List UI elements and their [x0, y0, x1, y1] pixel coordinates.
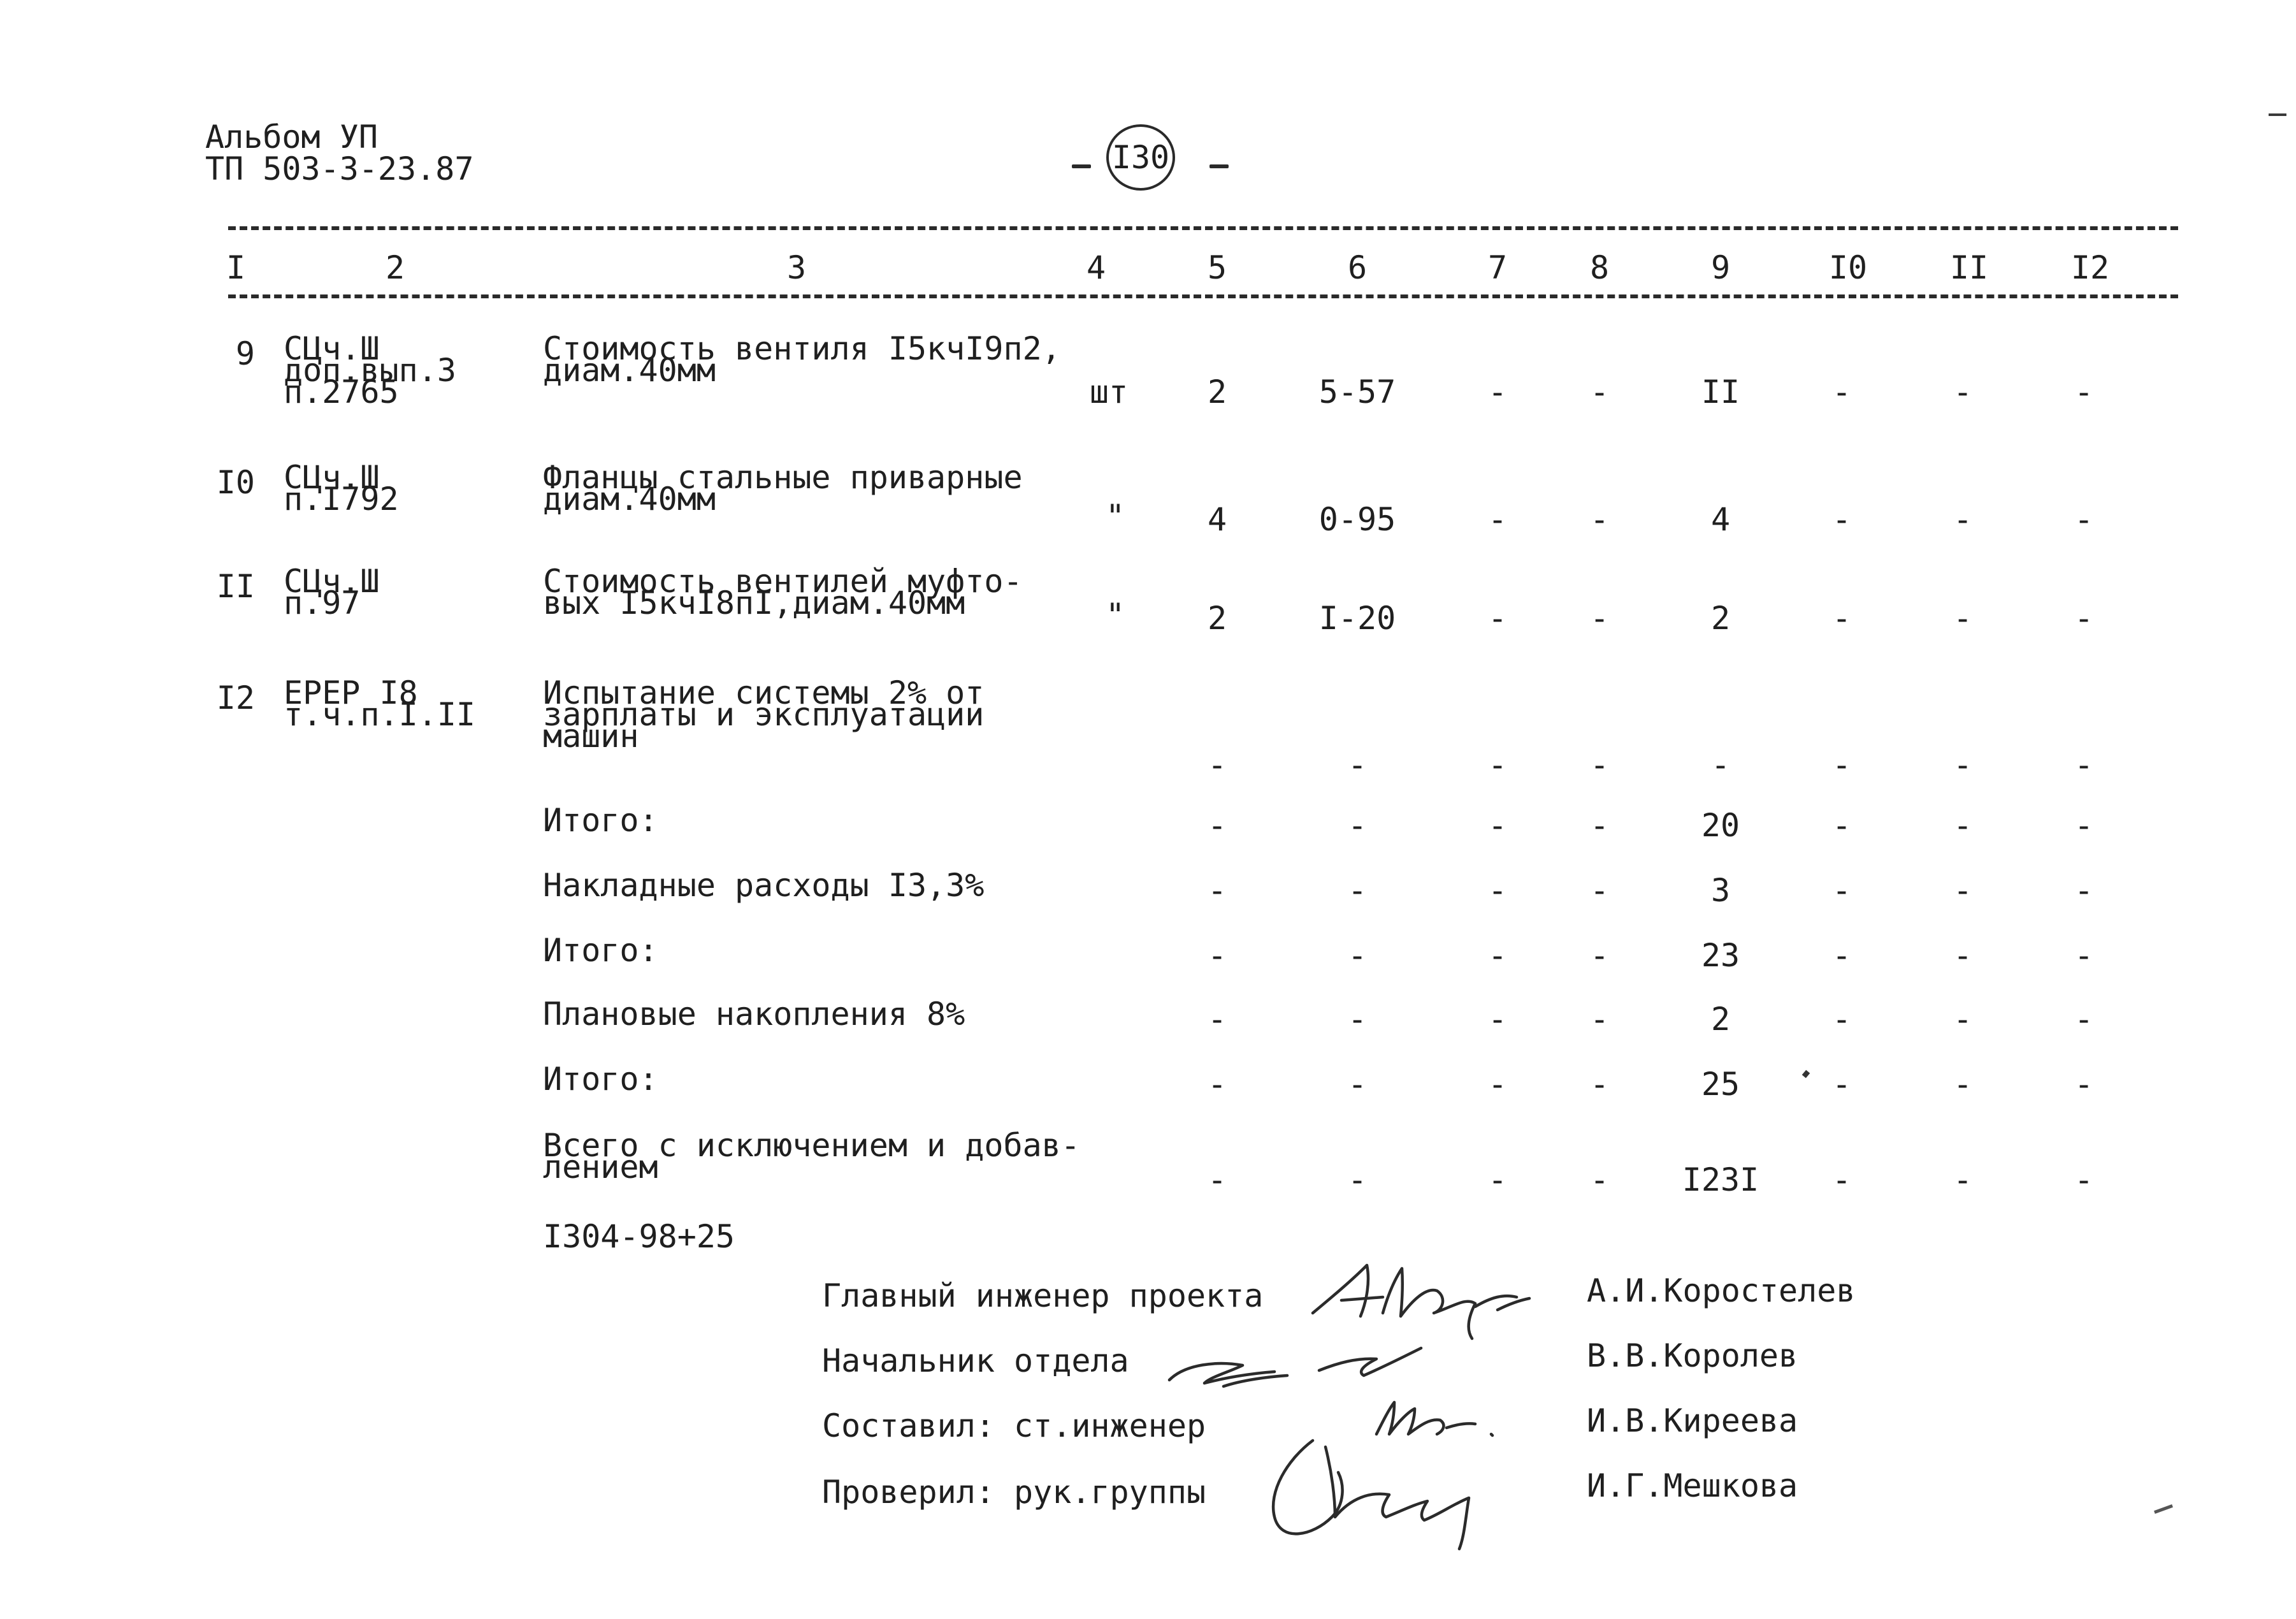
row-col10: -	[1831, 1066, 1852, 1103]
row-unit-cost: -	[1347, 807, 1368, 844]
row-code: ЕРЕР I8 т.ч.п.I.II	[284, 674, 476, 733]
row-col10: -	[1831, 600, 1852, 637]
signature-name: А.И.Коростелев	[1587, 1272, 1856, 1309]
row-description: Испытание системы 2% от зарплаты и эксплуатации машин	[543, 674, 985, 755]
row-col7: -	[1487, 937, 1508, 974]
row-col7: -	[1487, 501, 1508, 538]
row-col11: -	[1953, 937, 1973, 974]
row-total: 3	[1710, 872, 1731, 909]
row-unit-cost: 5-57	[1318, 374, 1396, 410]
row-col10: -	[1831, 501, 1852, 538]
album-label: Альбом УП	[205, 119, 378, 156]
row-col7: -	[1487, 1066, 1508, 1103]
table-top-rule	[228, 226, 2178, 230]
row-description: Итого:	[543, 1061, 658, 1098]
row-col7: -	[1487, 746, 1508, 783]
row-number: I2	[216, 679, 255, 716]
row-quantity: -	[1207, 1066, 1227, 1103]
page-number-dash-right	[1209, 164, 1229, 168]
page-number: I30	[1111, 139, 1170, 176]
column-number: 3	[786, 249, 807, 286]
row-description: Стоимость вентиля I5кчI9п2, диам.40мм	[543, 330, 1061, 389]
row-col7: -	[1487, 1001, 1508, 1038]
row-quantity: -	[1207, 937, 1227, 974]
row-col8: -	[1589, 937, 1610, 974]
signature-name: И.В.Киреева	[1587, 1402, 1798, 1439]
row-unit-cost: -	[1347, 1066, 1368, 1103]
row-total: 25	[1701, 1066, 1740, 1103]
row-unit-cost: -	[1347, 1161, 1368, 1198]
row-col11: -	[1953, 501, 1973, 538]
row-col8: -	[1589, 1066, 1610, 1103]
row-description: Итого:	[543, 932, 658, 969]
column-number: 8	[1589, 249, 1610, 286]
row-quantity: 4	[1207, 501, 1227, 538]
row-total: 23	[1701, 937, 1740, 974]
row-col10: -	[1831, 807, 1852, 844]
row-description: Итого:	[543, 802, 658, 839]
row-col8: -	[1589, 374, 1610, 410]
row-col11: -	[1953, 1161, 1973, 1198]
row-col10: -	[1831, 1161, 1852, 1198]
row-total: I23I	[1682, 1161, 1759, 1198]
row-total: 2	[1710, 600, 1731, 637]
row-col8: -	[1589, 501, 1610, 538]
row-description: Плановые накопления 8%	[543, 996, 965, 1033]
row-unit: "	[1105, 498, 1125, 535]
row-number: 9	[235, 335, 255, 372]
row-unit-cost: -	[1347, 937, 1368, 974]
row-unit-cost: 0-95	[1318, 501, 1396, 538]
page-number-dash-left	[1072, 164, 1091, 168]
project-code: ТП 503-3-23.87	[205, 150, 474, 187]
row-col11: -	[1953, 1066, 1973, 1103]
row-col12: -	[2074, 600, 2094, 637]
row-unit-cost: -	[1347, 1001, 1368, 1038]
row-col12: -	[2074, 937, 2094, 974]
row-unit-cost: -	[1347, 746, 1368, 783]
column-number: I2	[2070, 249, 2110, 286]
row-col8: -	[1589, 746, 1610, 783]
signature-role: Начальник отдела	[822, 1342, 1129, 1379]
row-unit-cost: -	[1347, 872, 1368, 909]
row-unit-cost: I-20	[1318, 600, 1396, 637]
row-description: Стоимость вентилей муфто- вых I5кчI8пI,диам.40мм	[543, 563, 1023, 621]
row-col10: -	[1831, 937, 1852, 974]
row-col7: -	[1487, 872, 1508, 909]
row-col12: -	[2074, 1066, 2094, 1103]
row-code: СЦч.Ш п.97	[284, 563, 380, 621]
row-col12: -	[2074, 807, 2094, 844]
row-col7: -	[1487, 1161, 1508, 1198]
row-quantity: -	[1207, 1001, 1227, 1038]
row-number: I0	[216, 464, 255, 501]
row-col8: -	[1589, 807, 1610, 844]
row-description: Всего с исключением и добав- лением	[543, 1127, 1080, 1186]
column-number: I0	[1828, 249, 1868, 286]
column-number: 6	[1347, 249, 1368, 286]
signature-role: Составил: ст.инженер	[822, 1407, 1206, 1444]
row-col10: -	[1831, 374, 1852, 410]
signature-role: Проверил: рук.группы	[822, 1474, 1206, 1511]
row-col12: -	[2074, 746, 2094, 783]
row-total: II	[1701, 374, 1740, 410]
row-col8: -	[1589, 1161, 1610, 1198]
department-head-signature-icon	[1166, 1326, 1498, 1396]
column-number: 5	[1207, 249, 1227, 286]
row-col11: -	[1953, 807, 1973, 844]
row-description: Накладные расходы I3,3%	[543, 867, 985, 904]
row-code: СЦч.Ш доп.вып.3 п.2765	[284, 330, 456, 410]
row-col8: -	[1589, 872, 1610, 909]
row-number: II	[216, 568, 255, 605]
row-description: Фланцы стальные приварные диам.40мм	[543, 459, 1023, 518]
row-col12: -	[2074, 872, 2094, 909]
reviewer-signature-icon	[1262, 1421, 1517, 1568]
column-number: 7	[1487, 249, 1508, 286]
row-unit: "	[1105, 597, 1125, 634]
row-col11: -	[1953, 746, 1973, 783]
stray-mark	[1802, 1070, 1810, 1078]
margin-mark	[2154, 1504, 2173, 1514]
row-quantity: -	[1207, 872, 1227, 909]
row-quantity: -	[1207, 746, 1227, 783]
row-col10: -	[1831, 746, 1852, 783]
row-unit: шт	[1089, 374, 1129, 410]
row-col12: -	[2074, 1161, 2094, 1198]
row-col12: -	[2074, 501, 2094, 538]
row-col11: -	[1953, 600, 1973, 637]
row-quantity: -	[1207, 1161, 1227, 1198]
column-number: 2	[385, 249, 405, 286]
row-col11: -	[1953, 1001, 1973, 1038]
row-col10: -	[1831, 1001, 1852, 1038]
row-total: 4	[1710, 501, 1731, 538]
total-formula: I304-98+25	[543, 1218, 735, 1255]
column-number: II	[1949, 249, 1989, 286]
row-col12: -	[2074, 1001, 2094, 1038]
row-quantity: 2	[1207, 374, 1227, 410]
row-total: 20	[1701, 807, 1740, 844]
column-number: 4	[1086, 249, 1106, 286]
row-total: -	[1710, 746, 1731, 783]
row-col12: -	[2074, 374, 2094, 410]
row-col7: -	[1487, 600, 1508, 637]
row-code: СЦч.Ш п.I792	[284, 459, 399, 518]
margin-mark	[2269, 113, 2286, 116]
row-col11: -	[1953, 872, 1973, 909]
signature-name: И.Г.Мешкова	[1587, 1467, 1798, 1504]
signature-name: В.В.Королев	[1587, 1337, 1798, 1374]
row-col8: -	[1589, 1001, 1610, 1038]
row-col7: -	[1487, 807, 1508, 844]
column-number: I	[226, 249, 246, 286]
row-quantity: 2	[1207, 600, 1227, 637]
column-header-rule	[228, 294, 2178, 298]
row-col7: -	[1487, 374, 1508, 410]
row-total: 2	[1710, 1001, 1731, 1038]
row-col8: -	[1589, 600, 1610, 637]
row-col10: -	[1831, 872, 1852, 909]
row-quantity: -	[1207, 807, 1227, 844]
signature-role: Главный инженер проекта	[822, 1277, 1264, 1314]
column-number: 9	[1710, 249, 1731, 286]
row-col11: -	[1953, 374, 1973, 410]
